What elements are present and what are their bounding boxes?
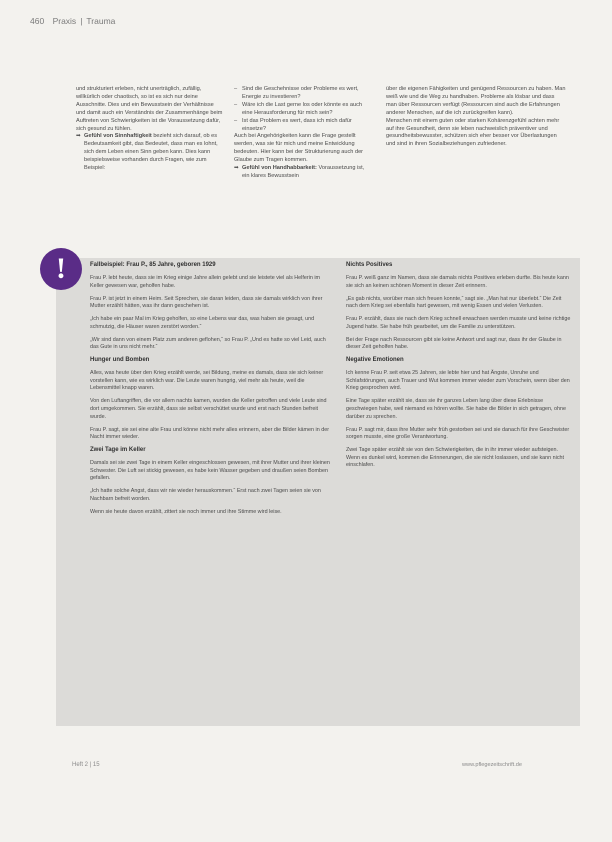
- page-number: 460: [30, 16, 45, 26]
- paragraph: Alles, was heute über den Krieg erzählt werde, sei Bildung, meine es damals, dass sie sich keiner vorstellen kann, wie es wirklich war. Die Leute waren hungrig, viel mehr als heute, weil die Lebensmittel knapp waren.: [90, 370, 324, 392]
- case-subheading: Zwei Tage im Keller: [90, 447, 146, 454]
- dash-icon: –: [234, 86, 238, 92]
- footer-url[interactable]: www.pflegezeitschrift.de: [462, 762, 523, 768]
- header-separator: |: [80, 16, 83, 26]
- dash-icon: –: [234, 101, 238, 108]
- paragraph: Menschen mit einem guten oder starken Kohärenzgefühl achten mehr auf ihre Gesundheit, denn sie leben nachweislich präventiver und gesundheitsbewusster, schützen sich eher besser vor Überlastungen und sind in ihren Sozialbeziehungen zufriedener.: [386, 117, 560, 148]
- paragraph: „Ich habe ein paar Mal im Krieg geholfen, so eine Lebens war das, was haben sie gesagt, und schmutzig, die Häuser waren zerstört worden.“: [90, 316, 315, 330]
- dash-item-text: Ist das Problem es wert, dass ich mich dafür einsetze?: [242, 117, 352, 132]
- top-column-b: [234, 86, 372, 181]
- paragraph: Auch bei Angehörigkeiten kann die Frage gestellt werden, was sie für mich und meine Entwicklung bedeuten. Hier kann bei der Strukturierung auch der Glaube zum Tragen kommen.: [234, 133, 364, 164]
- dash-item: [234, 86, 372, 102]
- bullet-text: Voraussetzung ist, ein klares Bewusstsein: [242, 165, 365, 179]
- case-subheading: Negative Emotionen: [346, 357, 404, 364]
- dash-item: [234, 102, 372, 118]
- paragraph: „Es gab nichts, worüber man sich freuen konnte,“ sagt sie. „Man hat nur überlebt.“ Die Zeit nach dem Krieg sei ebenfalls hart gewesen, mit wenig Essen und vielen Verlusten.: [346, 295, 562, 310]
- bullet-item: [234, 165, 372, 181]
- case-column-left: [90, 262, 330, 522]
- paragraph: Frau P. ist jetzt in einem Heim. Seit Sprechen, sie daran leiden, dass sie damals wirklich von ihrer Mutter erzählt hätten, was ihr dann geschehen ist.: [90, 295, 323, 310]
- paragraph: Ich kenne Frau P. seit etwa 25 Jahren, sie lebte hier und hat Ängste, Unruhe und Schlafstörungen, auch Trauer und Wut kommen immer wieder zum Vorschein, wenn über den Krieg gesprochen wird.: [346, 370, 570, 392]
- bullet-label: Gefühl von Handhabbarkeit:: [242, 165, 317, 172]
- paragraph: „Ich hatte solche Angst, dass wir nie wieder herauskommen.“ Erst nach zwei Tagen seien sie von Nachbarn befreit worden.: [90, 488, 321, 502]
- bullet-item: [76, 133, 224, 173]
- footer-issue: Heft 2 | 15: [72, 762, 100, 768]
- paragraph: Frau P. lebt heute, dass sie im Krieg einige Jahre allein gelebt und sie leistete viel als Helferin im Keller gewesen war, geholfen habe.: [90, 274, 321, 289]
- section-name: Praxis: [52, 16, 77, 26]
- paragraph: Frau P. sagt mir, dass ihre Mutter sehr früh gestorben sei und sie danach für ihre Geschwister sorgen musste, eine große Verantwortung.: [346, 426, 570, 441]
- dash-item: [234, 118, 372, 134]
- paragraph: Bei der Frage nach Ressourcen gibt sie keine Antwort und sagt nur, dass ihr der Glaube in dieser Zeit geholfen habe.: [346, 336, 562, 351]
- paragraph: Frau P. sagt, sie sei eine alte Frau und könne nicht mehr alles erinnern, aber die Bilder kämen in der Nacht immer wieder.: [90, 426, 330, 441]
- page-header: [30, 16, 115, 26]
- bullet-label: Gefühl von Sinnhaftigkeit: [84, 133, 152, 140]
- bullet-arrow-icon: ➡: [234, 165, 239, 172]
- dash-item-text: Sind die Geschehnisse oder Probleme es wert, Energie zu investieren?: [242, 86, 359, 100]
- case-title: Fallbeispiel: Frau P., 85 Jahre, geboren 1929: [90, 262, 216, 268]
- paragraph: Von den Luftangriffen, die vor allem nachts kamen, wurden die Keller getroffen und viele Leute sind dort umgekommen. Sie erzählt, dass sie selbst verschüttet wurde und erst nach Stunden befreit wurde.: [90, 398, 327, 420]
- paragraph: „Wir sind dann von einem Platz zum anderen geflohen,“ so Frau P. „Und es hatte so viel Leid, auch das Gute in uns nicht mehr.“: [90, 336, 326, 351]
- paragraph: Frau P. weiß ganz im Namen, dass sie damals nichts Positives erleben durfte. Bis heute kann sie sich an keinen schönen Moment in dieser Zeit erinnern.: [346, 274, 569, 289]
- paragraph: Damals sei sie zwei Tage in einem Keller eingeschlossen gewesen, mit ihrer Mutter und ihrer kleinen Schwester. Die Luft sei stickig gewesen, es habe kein Wasser gegeben und draußen seien Bomben gefallen.: [90, 460, 330, 482]
- paragraph: und strukturiert erleben, nicht unerträglich, zufällig, willkürlich oder chaotisch, so ist es sich nur deine Ausschnitte. Dies und ein Bewusstsein der Verhältnisse und damit auch ein Verständnis der Zusammenhänge beim Auftreten von Schwierigkeiten ist die Voraussetzung dafür, sich gesund zu fühlen.: [76, 86, 223, 132]
- case-subheading: Hunger und Bomben: [90, 357, 150, 364]
- paragraph: Eine Tage später erzählt sie, dass sie ihr ganzes Leben lang über diese Erlebnisse geschwiegen habe, weil niemand es hören wollte. Sie habe die Bilder in sich getragen, ohne darüber zu sprechen.: [346, 398, 566, 420]
- chapter-name: Trauma: [86, 16, 116, 26]
- paragraph: Zwei Tage später erzählt sie von den Schwierigkeiten, die in ihr immer wieder aufsteigen. Wenn es dunkel wird, kommen die Erinnerungen, die sie nicht loslassen, und sie kann nicht einschlafen.: [346, 447, 565, 469]
- exclamation-icon: !: [40, 248, 82, 290]
- dash-icon: –: [234, 117, 238, 124]
- bullet-arrow-icon: ➡: [76, 133, 81, 140]
- top-column-c: [386, 86, 566, 149]
- bullet-text: bezieht sich darauf, ob es Bedeutsamkeit gibt, das Bedeutet, dass man es lohnt, sich dem Leben einen Sinn geben kann. Dies kann beispielsweise vorhanden durch Fragen, wie zum Beispiel:: [84, 133, 218, 172]
- paragraph: über die eigenen Fähigkeiten und genügend Ressourcen zu haben. Man weiß wie und die Weg zu handhaben. Probleme als lösbar und dass man über Ressourcen verfügt (Ressourcen sind auch die Erfahrungen anderer Menschen, auf die ich zurückgreifen kann).: [386, 86, 566, 116]
- case-subheading: Nichts Positives: [346, 262, 393, 268]
- paragraph: Frau P. erzählt, dass sie nach dem Krieg schnell erwachsen werden musste und keine richtige Jugend hatte. Sie habe früh gearbeitet, um die Familie zu unterstützen.: [346, 316, 571, 330]
- paragraph: Wenn sie heute davon erzählt, zittert sie noch immer und ihre Stimme wird leise.: [90, 508, 282, 515]
- top-column-a: [76, 86, 224, 173]
- dash-item-text: Wäre ich die Last gerne los oder könnte es auch eine Herausforderung für mich sein?: [242, 101, 363, 116]
- case-column-right: [346, 262, 572, 475]
